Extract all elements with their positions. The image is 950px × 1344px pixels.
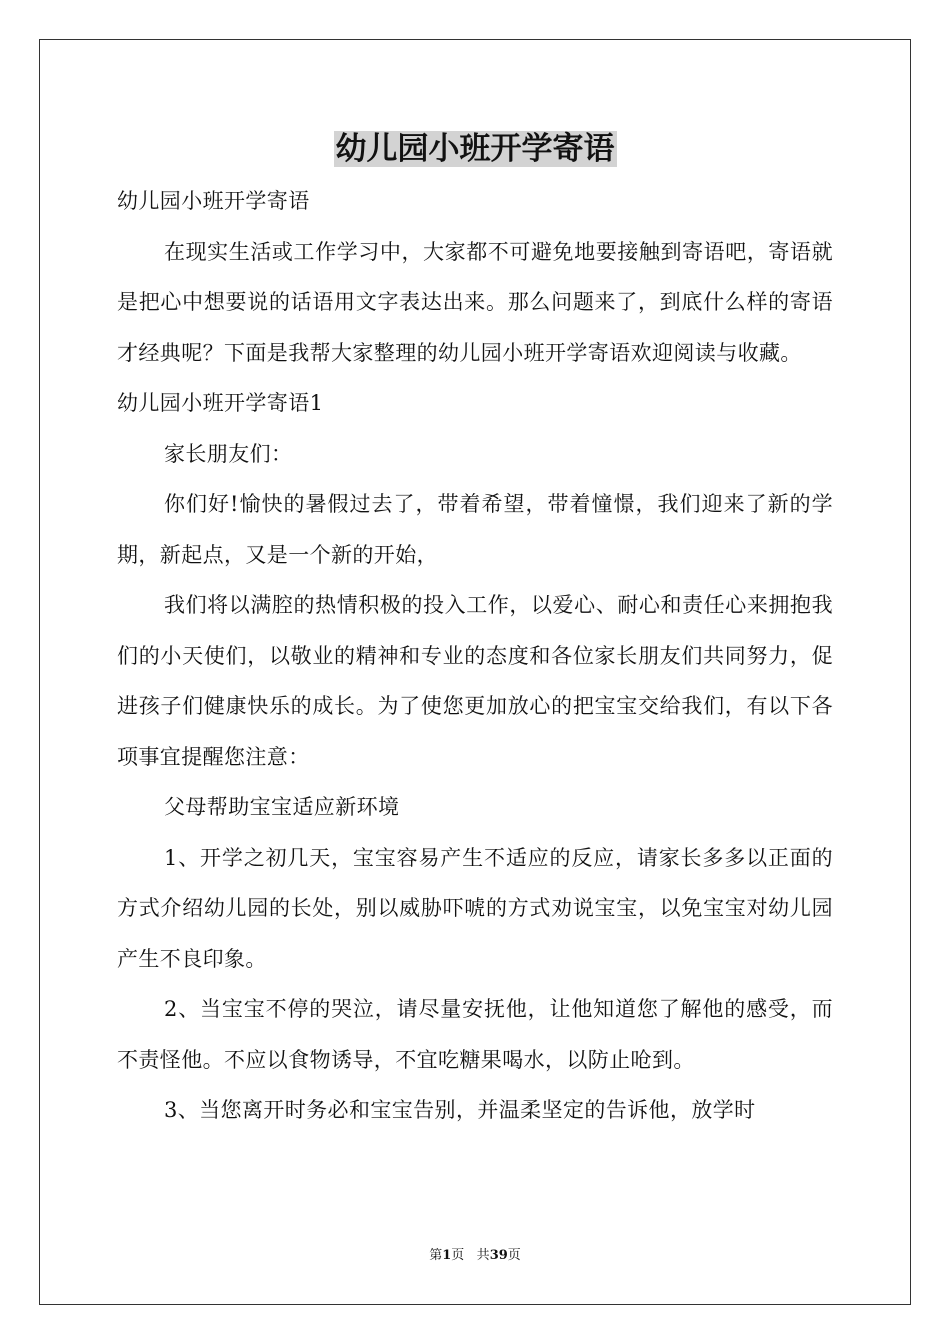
paragraph-subtitle: 幼儿园小班开学寄语	[117, 189, 310, 213]
footer-page-number: 1	[442, 1248, 452, 1263]
paragraph-item-1: 1、开学之初几天，宝宝容易产生不适应的反应，请家长多多以正面的方式介绍幼儿园的长处，别以威胁吓唬的方式劝说宝宝，以免宝宝对幼儿园产生不良印象。	[117, 845, 833, 971]
paragraph-intro: 在现实生活或工作学习中，大家都不可避免地要接触到寄语吧，寄语就是把心中想要说的话语用文字表达出来。那么问题来了，到底什么样的寄语才经典呢？下面是我帮大家整理的幼儿园小班开学寄语欢迎阅读与收藏。	[117, 239, 833, 365]
paragraph-commitment: 我们将以满腔的热情积极的投入工作，以爱心、耐心和责任心来拥抱我们的小天使们，以敬业的精神和专业的态度和各位家长朋友们共同努力，促进孩子们健康快乐的成长。为了使您更加放心的把宝宝交给我们，有以下各项事宜提醒您注意：	[117, 593, 833, 769]
document-title-text: 幼儿园小班开学寄语	[335, 131, 615, 167]
paragraph-item-3: 3、当您离开时务必和宝宝告别，并温柔坚定的告诉他，放学时	[164, 1098, 756, 1122]
footer-page-prefix: 第	[429, 1248, 443, 1263]
page-footer	[0, 1247, 950, 1265]
document-title	[0, 126, 950, 172]
paragraph-greeting: 你们好!愉快的暑假过去了，带着希望，带着憧憬，我们迎来了新的学期，新起点，又是一个新的开始，	[117, 492, 833, 567]
paragraph-item-2: 2、当宝宝不停的哭泣，请尽量安抚他，让他知道您了解他的感受，而不责怪他。不应以食物诱导，不宜吃糖果喝水，以防止呛到。	[117, 997, 833, 1072]
section-heading-1: 幼儿园小班开学寄语1	[117, 391, 324, 415]
footer-total-pages: 39	[489, 1248, 508, 1263]
document-body	[117, 176, 833, 1136]
paragraph-subheading: 父母帮助宝宝适应新环境	[164, 795, 400, 819]
footer-total-prefix: 共	[476, 1248, 490, 1263]
paragraph-salutation: 家长朋友们：	[164, 441, 293, 466]
footer-page-suffix: 页	[451, 1248, 465, 1263]
footer-total-suffix: 页	[507, 1248, 521, 1263]
